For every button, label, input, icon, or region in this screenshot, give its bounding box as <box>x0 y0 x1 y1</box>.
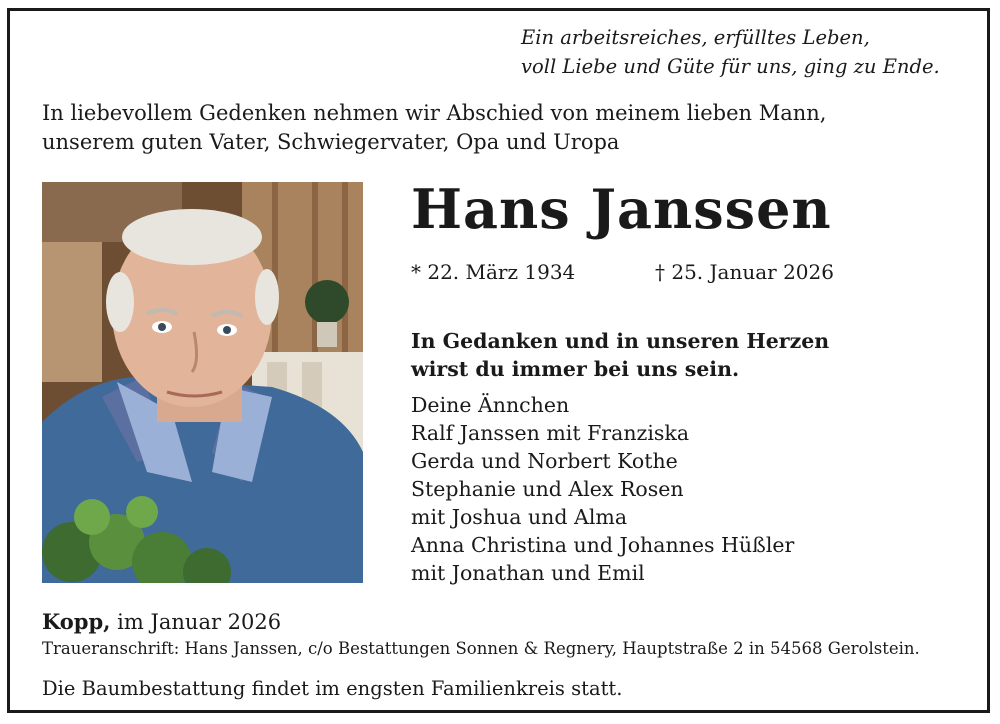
mourner-entry: mit Jonathan und Emil <box>411 561 645 585</box>
quote-line: voll Liebe und Güte für uns, ging zu Ende. <box>521 55 940 78</box>
intro-text <box>42 99 962 157</box>
deceased-name: Hans Janssen <box>411 177 832 241</box>
mourner-entry: Deine Ännchen <box>411 393 570 417</box>
birth-date: * 22. März 1934 <box>411 260 576 284</box>
place-name: Kopp, <box>42 609 111 634</box>
mourner-entry: Ralf Janssen mit Franziska <box>411 421 690 445</box>
mourner-entry: Anna Christina und Johannes Hüßler <box>411 533 795 557</box>
burial-note: Die Baumbestattung findet im engsten Familienkreis statt. <box>42 677 623 700</box>
quote-line: Ein arbeitsreiches, erfülltes Leben, <box>521 26 870 49</box>
intro-line: unserem guten Vater, Schwiegervater, Opa und Uropa <box>42 130 620 154</box>
mourner-entry: mit Joshua und Alma <box>411 505 628 529</box>
mourner-entry: Stephanie und Alex Rosen <box>411 477 684 501</box>
mourners-list <box>411 391 971 587</box>
death-date: † 25. Januar 2026 <box>655 260 834 284</box>
place-date-line <box>42 608 281 636</box>
intro-line: In liebevollem Gedenken nehmen wir Abschied von meinem lieben Mann, <box>42 101 827 125</box>
epitaph-quote <box>521 23 981 81</box>
portrait-photo <box>42 182 363 583</box>
motto-line: wirst du immer bei uns sein. <box>411 357 740 381</box>
motto <box>411 327 971 383</box>
notice-date: im Januar 2026 <box>110 610 282 634</box>
motto-line: In Gedanken und in unseren Herzen <box>411 329 830 353</box>
mourner-entry: Gerda und Norbert Kothe <box>411 449 678 473</box>
portrait-illustration <box>42 182 363 583</box>
mourning-address: Traueranschrift: Hans Janssen, c/o Bestattungen Sonnen & Regnery, Hauptstraße 2 in 54568 Gerolstein. <box>42 639 920 658</box>
